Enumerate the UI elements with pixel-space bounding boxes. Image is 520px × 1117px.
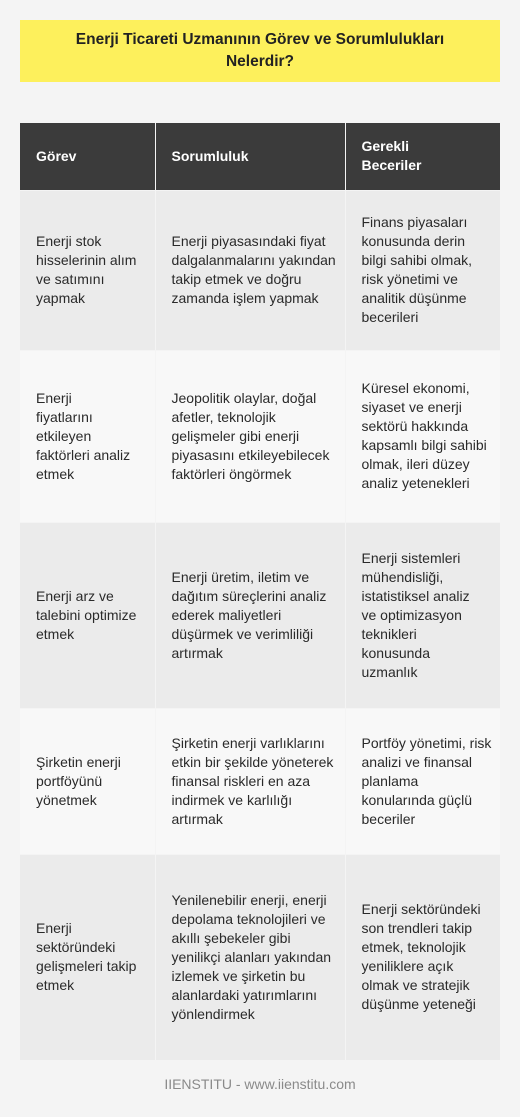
cell-beceriler: Küresel ekonomi, siyaset ve enerji sektörü hakkında kapsamlı bilgi sahibi olmak, ileri düzey analiz yetenekleri <box>345 350 500 522</box>
cell-beceriler: Enerji sistemleri mühendisliği, istatistiksel analiz ve optimizasyon teknikleri konusunda uzmanlık <box>345 522 500 708</box>
title-banner <box>20 20 500 82</box>
table-row <box>20 522 500 708</box>
cell-sorumluluk: Enerji piyasasındaki fiyat dalgalanmalarını yakından takip etmek ve doğru zamanda işlem yapmak <box>155 190 345 350</box>
table-row <box>20 854 500 1060</box>
cell-beceriler: Portföy yönetimi, risk analizi ve finansal planlama konularında güçlü beceriler <box>345 708 500 854</box>
cell-sorumluluk: Jeopolitik olaylar, doğal afetler, teknolojik gelişmeler gibi enerji piyasasını etkileyebilecek faktörleri öngörmek <box>155 350 345 522</box>
cell-beceriler: Finans piyasaları konusunda derin bilgi sahibi olmak, risk yönetimi ve analitik düşünme becerileri <box>345 190 500 350</box>
footer-source: IIENSTITU - www.iienstitu.com <box>164 1076 356 1092</box>
duties-table <box>20 123 500 1060</box>
cell-gorev: Enerji stok hisselerinin alım ve satımını yapmak <box>36 233 137 306</box>
cell-sorumluluk: Enerji üretim, iletim ve dağıtım süreçlerini analiz ederek maliyetleri düşürmek ve verimliliği artırmak <box>155 522 345 708</box>
cell-gorev: Şirketin enerji portföyünü yönetmek <box>36 753 121 808</box>
table-row <box>20 190 500 350</box>
header-gorev: Görev <box>36 147 77 164</box>
cell-sorumluluk: Yenilenebilir enerji, enerji depolama teknolojileri ve akıllı şebekeler gibi yenilikçi alanları yakından izlemek ve şirketin bu alanlardaki yatırımlarını yönlendirmek <box>155 854 345 1060</box>
cell-sorumluluk: Şirketin enerji varlıklarını etkin bir şekilde yöneterek finansal riskleri en aza indirmek ve karlılığı artırmak <box>155 708 345 854</box>
table-row <box>20 350 500 522</box>
table-header-row <box>20 123 500 190</box>
cell-gorev: Enerji sektöründeki gelişmeleri takip etmek <box>36 920 137 994</box>
cell-beceriler: Enerji sektöründeki son trendleri takip etmek, teknolojik yeniliklere açık olmak ve stratejik düşünme yeteneği <box>345 854 500 1060</box>
page-title: Enerji Ticareti Uzmanının Görev ve Sorumlulukları Nelerdir? <box>75 31 445 70</box>
cell-gorev: Enerji fiyatlarını etkileyen faktörleri analiz etmek <box>36 389 131 482</box>
table-row <box>20 708 500 854</box>
cell-gorev: Enerji arz ve talebini optimize etmek <box>36 587 137 642</box>
header-beceriler: Gerekli Beceriler <box>345 123 500 190</box>
header-sorumluluk: Sorumluluk <box>155 123 345 190</box>
